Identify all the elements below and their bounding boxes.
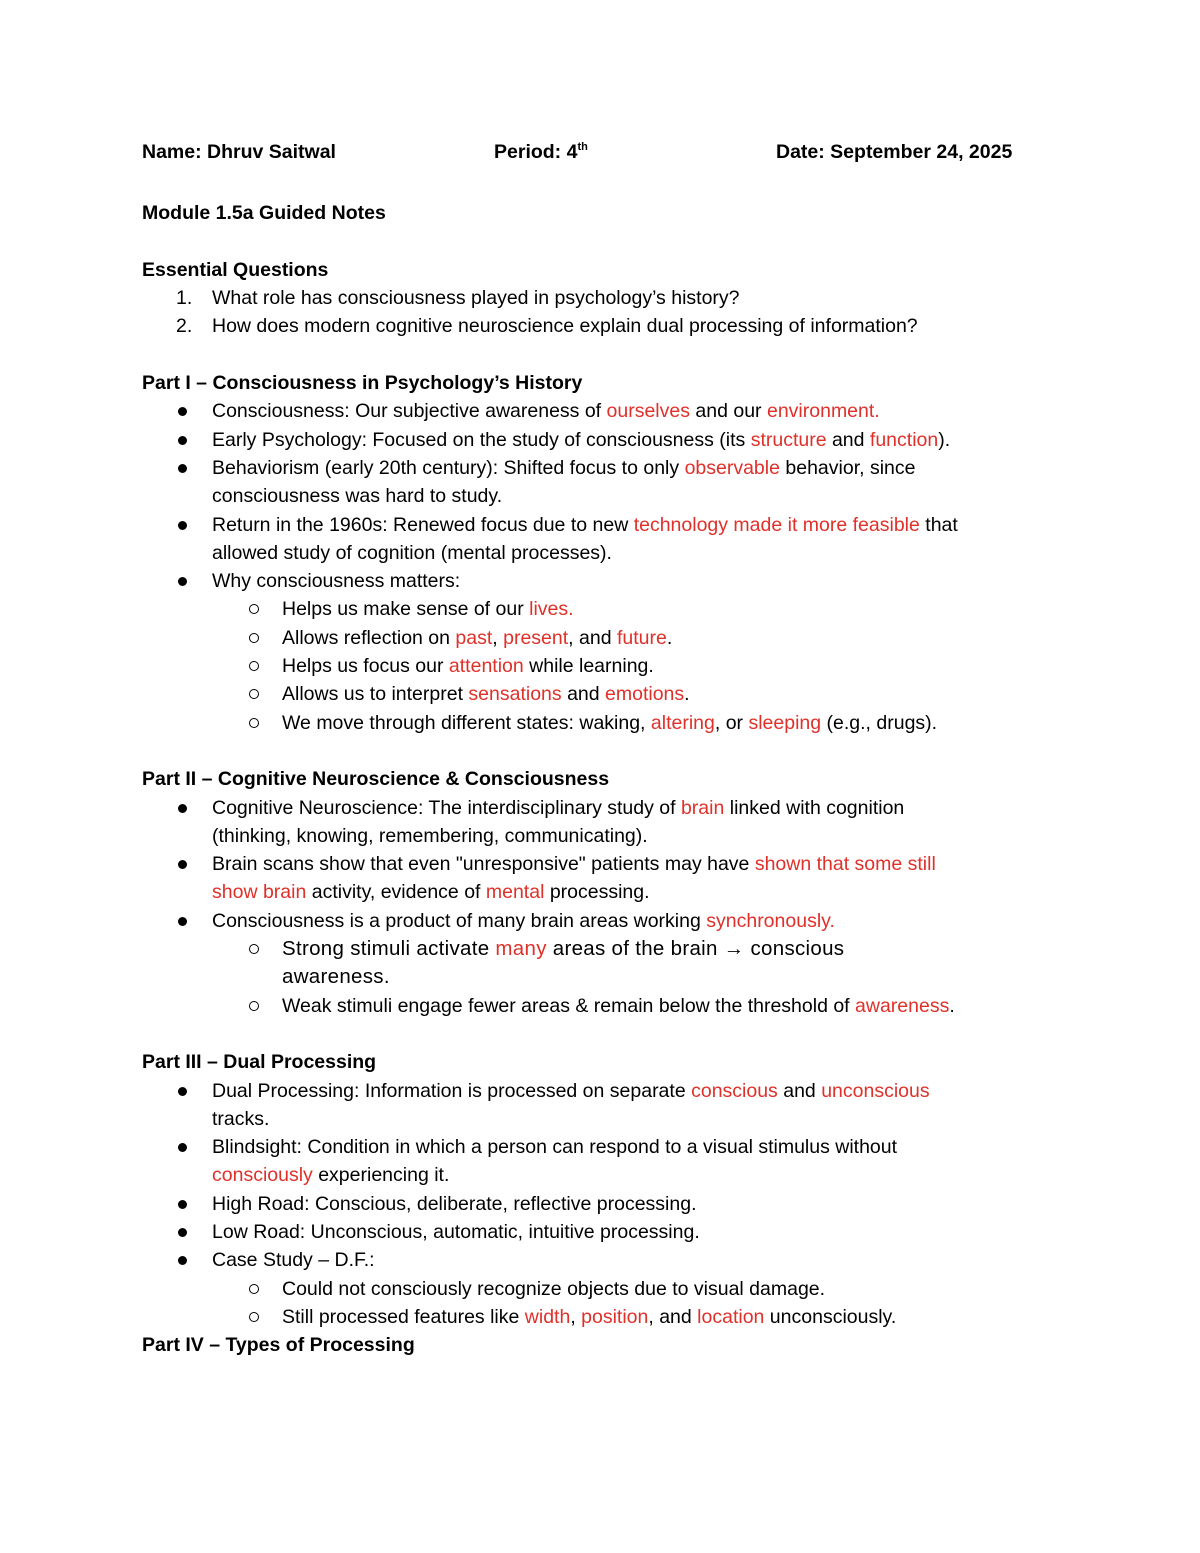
part-4-title: Part IV – Types of Processing	[142, 1334, 415, 1357]
question-1: 1. What role has consciousness played in psychology’s history?	[176, 287, 740, 310]
question-2: 2. How does modern cognitive neuroscience explain dual processing of information?	[176, 315, 918, 338]
date: Date: September 24, 2025	[776, 141, 1013, 163]
class-period: Period: 4th	[494, 141, 588, 163]
list-item: Case Study – D.F.:	[142, 1246, 1052, 1274]
list-item: High Road: Conscious, deliberate, reflective processing.	[142, 1190, 1052, 1218]
list-item: Consciousness is a product of many brain areas working synchronously.	[142, 907, 1052, 935]
sub-list-item: Could not consciously recognize objects due to visual damage.	[142, 1275, 1052, 1303]
list-item: Why consciousness matters:	[142, 567, 1052, 595]
list-item: Behaviorism (early 20th century): Shifted focus to only observable behavior, since consciousness was hard to study.	[142, 454, 1052, 511]
sub-list-item: Allows reflection on past, present, and future.	[142, 624, 1052, 652]
part-3-title: Part III – Dual Processing	[142, 1051, 377, 1074]
header-row	[142, 137, 1052, 171]
sub-list-item: Still processed features like width, position, and location unconsciously.	[142, 1303, 1052, 1331]
sub-list-item: Helps us make sense of our lives.	[142, 595, 1052, 623]
list-item: Return in the 1960s: Renewed focus due to new technology made it more feasible that allowed study of cognition (mental processes).	[142, 511, 1052, 568]
list-item: Consciousness: Our subjective awareness of ourselves and our environment.	[142, 397, 1052, 425]
sub-list-item: Helps us focus our attention while learning.	[142, 652, 1052, 680]
list-item: Dual Processing: Information is processed on separate conscious and unconscious tracks.	[142, 1077, 1052, 1134]
essential-questions-title: Essential Questions	[142, 258, 329, 281]
sub-list-item: Strong stimuli activate many areas of the brain → conscious awareness.	[142, 935, 1052, 992]
student-name: Name: Dhruv Saitwal	[142, 141, 336, 163]
list-item: Low Road: Unconscious, automatic, intuitive processing.	[142, 1218, 1052, 1246]
document-page	[142, 137, 1052, 1359]
sub-list-item: We move through different states: waking, altering, or sleeping (e.g., drugs).	[142, 709, 1052, 737]
sub-list-item: Allows us to interpret sensations and emotions.	[142, 680, 1052, 708]
list-item: Blindsight: Condition in which a person can respond to a visual stimulus without consciously experiencing it.	[142, 1133, 1052, 1190]
sub-list-item: Weak stimuli engage fewer areas & remain below the threshold of awareness.	[142, 992, 1052, 1020]
part-2-title: Part II – Cognitive Neuroscience & Consciousness	[142, 768, 610, 791]
part-1-title: Part I – Consciousness in Psychology’s History	[142, 372, 583, 395]
module-title: Module 1.5a Guided Notes	[142, 202, 386, 225]
list-item: Cognitive Neuroscience: The interdisciplinary study of brain linked with cognition (thinking, knowing, remembering, communicating).	[142, 794, 1052, 851]
list-item: Brain scans show that even "unresponsive" patients may have shown that some still show brain activity, evidence of mental processing.	[142, 850, 1052, 907]
list-item: Early Psychology: Focused on the study of consciousness (its structure and function).	[142, 426, 1052, 454]
